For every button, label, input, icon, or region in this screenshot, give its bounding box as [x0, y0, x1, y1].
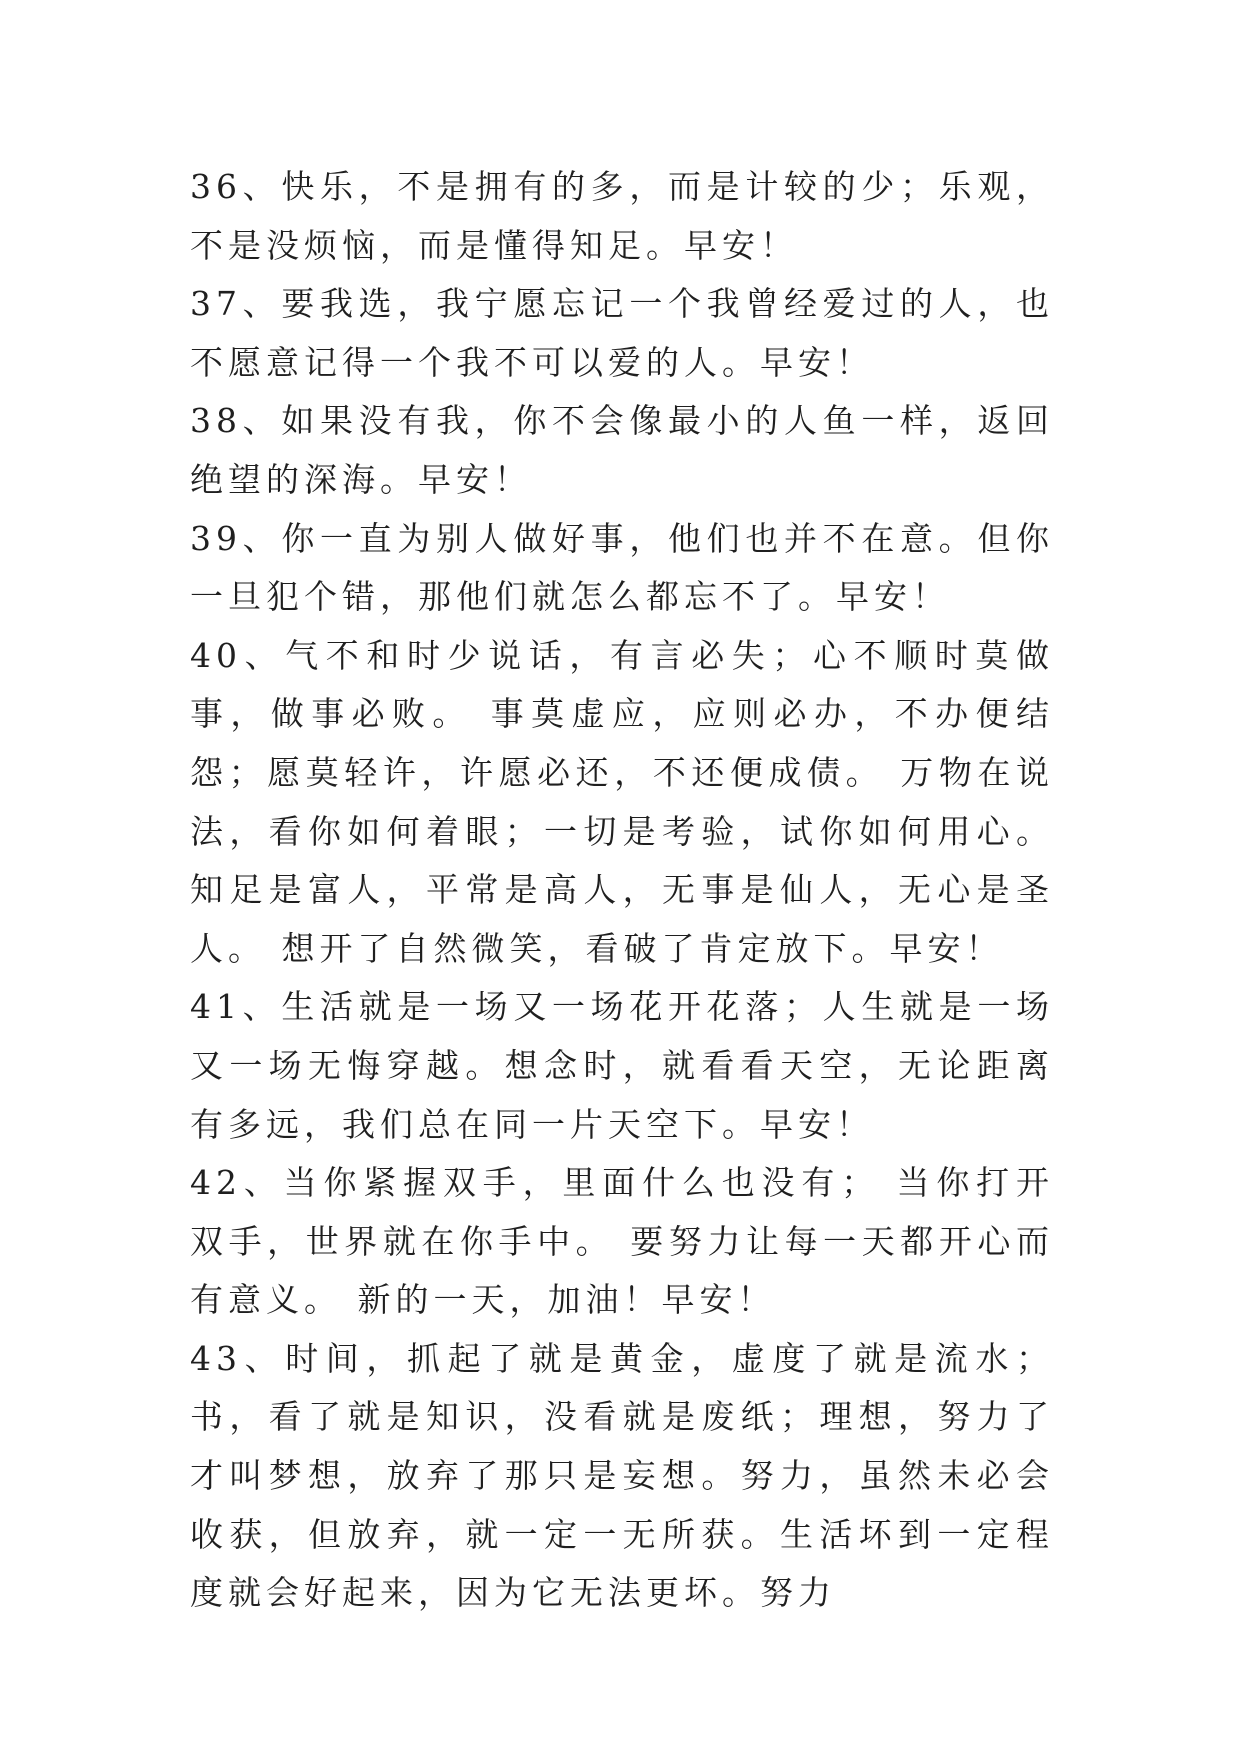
- entry-36: 36、快乐，不是拥有的多，而是计较的少；乐观，不是没烦恼，而是懂得知足。早安！: [190, 167, 1054, 265]
- document-body: [190, 158, 1054, 1623]
- entry-42: 42、当你紧握双手，里面什么也没有； 当你打开双手，世界就在你手中。 要努力让每一天都开心而有意义。 新的一天，加油！早安！: [190, 1163, 1054, 1320]
- entry-37: 37、要我选，我宁愿忘记一个我曾经爱过的人，也不愿意记得一个我不可以爱的人。早安！: [190, 284, 1054, 382]
- entry-40: 40、气不和时少说话，有言必失；心不顺时莫做事，做事必败。 事莫虚应，应则必办，不办便结怨；愿莫轻许，许愿必还，不还便成债。 万物在说法，看你如何着眼；一切是考验，试你如何用心。 知足是富人，平常是高人，无事是仙人，无心是圣人。 想开了自然微笑，看破了肯定放下。早安！: [190, 635, 1054, 968]
- entry-38: 38、如果没有我，你不会像最小的人鱼一样，返回绝望的深海。早安！: [190, 401, 1054, 499]
- entry-39: 39、你一直为别人做好事，他们也并不在意。但你一旦犯个错，那他们就怎么都忘不了。早安！: [190, 518, 1054, 617]
- entry-41: 41、生活就是一场又一场花开花落；人生就是一场又一场无悔穿越。想念时，就看看天空，无论距离有多远，我们总在同一片天空下。早安！: [190, 987, 1054, 1144]
- entry-43: 43、时间，抓起了就是黄金，虚度了就是流水；书，看了就是知识，没看就是废纸；理想，努力了才叫梦想，放弃了那只是妄想。努力，虽然未必会收获，但放弃，就一定一无所获。生活坏到一定程度就会好起来，因为它无法更坏。努力: [190, 1338, 1054, 1613]
